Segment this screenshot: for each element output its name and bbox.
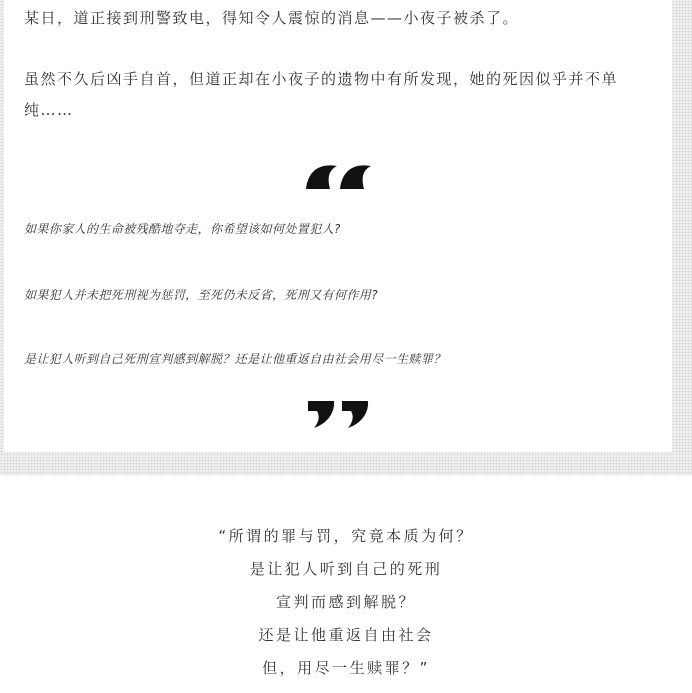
centered-quote-line-1: “所谓的罪与罚，究竟本质为何？ bbox=[218, 527, 474, 545]
open-quote-icon bbox=[304, 160, 374, 192]
question-2: 如果犯人并未把死刑视为惩罚，至死仍未反省，死刑又有何作用? bbox=[24, 288, 378, 302]
centered-quote bbox=[0, 520, 692, 685]
centered-quote-line-5: 但，用尽一生赎罪？” bbox=[262, 659, 430, 677]
centered-quote-line-2: 是让犯人听到自己的死刑 bbox=[249, 560, 443, 578]
close-quote-icon bbox=[304, 398, 374, 430]
quote-card bbox=[4, 0, 672, 452]
centered-quote-line-3: 宣判而感到解脱？ bbox=[275, 593, 416, 611]
question-3: 是让犯人听到自己死刑宣判感到解脱？还是让他重返自由社会用尽一生赎罪？ bbox=[24, 352, 446, 366]
question-1: 如果你家人的生命被残酷地夺走，你希望该如何处置犯人? bbox=[24, 222, 341, 236]
centered-quote-line-4: 还是让他重返自由社会 bbox=[258, 626, 434, 644]
intro-paragraph-2: 虽然不久后凶手自首，但道正却在小夜子的遗物中有所发现，她的死因似乎并不单纯…… bbox=[24, 70, 619, 119]
intro-paragraph-1: 某日，道正接到刑警致电，得知令人震惊的消息——小夜子被杀了。 bbox=[24, 9, 520, 27]
